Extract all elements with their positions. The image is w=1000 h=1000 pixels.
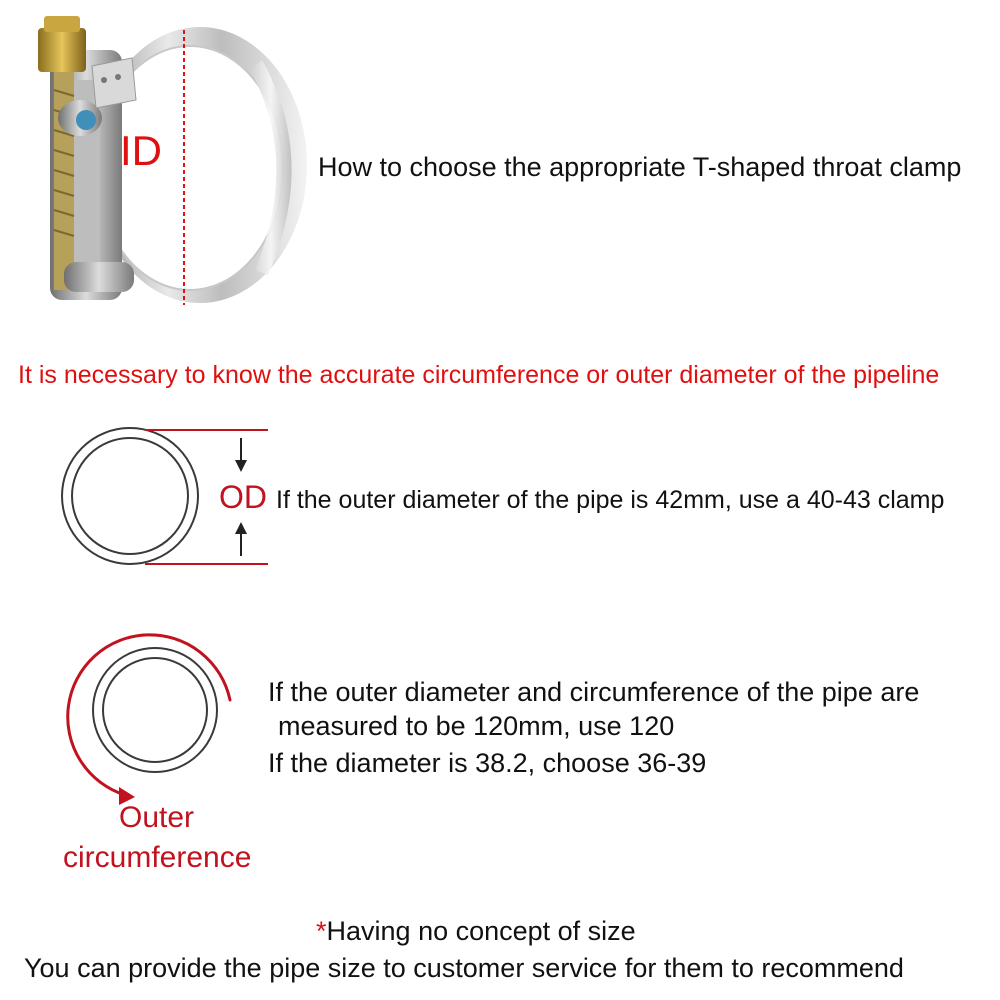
asterisk-icon: *: [316, 916, 327, 946]
circumference-instruction-3: If the diameter is 38.2, choose 36-39: [268, 748, 707, 778]
clamp-nut: [38, 28, 86, 72]
circumference-instruction-1: If the outer diameter and circumference of the pipe are: [268, 677, 920, 707]
pipe-outer-circle: [62, 428, 198, 564]
circumference-label-line1: Outer: [119, 801, 195, 834]
od-instruction: If the outer diameter of the pipe is 42mm, use a 40-43 clamp: [276, 486, 945, 514]
pipe-inner-circle: [72, 438, 188, 554]
footer-line1: [316, 914, 636, 948]
circumference-instruction-2: measured to be 120mm, use 120: [278, 711, 675, 741]
circumference-label-line2: circumference: [63, 841, 252, 874]
footer-line1-text: Having no concept of size: [326, 916, 636, 946]
circumference-diagram: [55, 615, 255, 805]
pipe-outer-circle: [93, 648, 217, 772]
footer-line2: You can provide the pipe size to customer service for them to recommend: [24, 953, 904, 983]
clamp-section-title: How to choose the appropriate T-shaped throat clamp: [318, 152, 962, 182]
pipeline-notice: It is necessary to know the accurate circumference or outer diameter of the pipeline: [18, 361, 940, 389]
id-label: ID: [120, 127, 162, 174]
od-label: OD: [219, 479, 267, 515]
pipe-inner-circle: [103, 658, 207, 762]
